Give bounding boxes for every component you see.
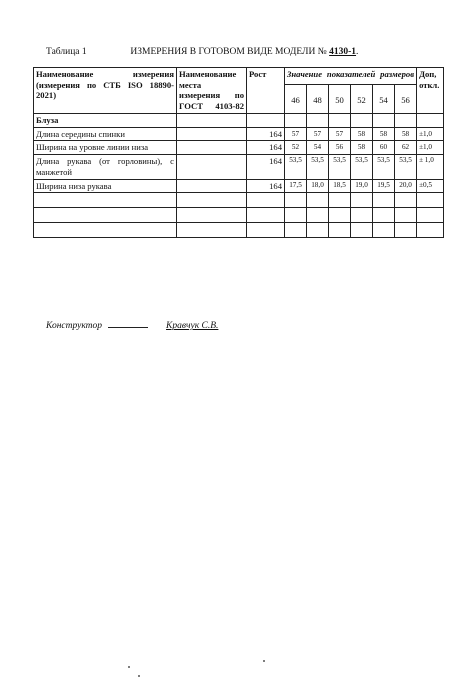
measure-name: Ширина низа рукава xyxy=(34,179,177,193)
table-row xyxy=(34,155,444,179)
measure-value: 57 xyxy=(285,127,307,141)
measure-value: 57 xyxy=(329,127,351,141)
table-title: ИЗМЕРЕНИЯ В ГОТОВОМ ВИДЕ МОДЕЛИ № xyxy=(130,47,327,57)
measure-name: Длина рукава (от горловины), с манжетой xyxy=(34,155,177,179)
measure-value: 60 xyxy=(373,141,395,155)
empty-row xyxy=(34,193,444,208)
designer-name: Кравчук С.В. xyxy=(166,321,219,331)
measure-value: 58 xyxy=(373,127,395,141)
measurements-table xyxy=(33,67,444,238)
header-height: Рост xyxy=(247,68,285,114)
signature-line xyxy=(108,327,148,328)
size-cell: 46 xyxy=(285,85,307,114)
designer-role: Конструктор xyxy=(46,321,103,331)
measure-value: 52 xyxy=(285,141,307,155)
measure-height: 164 xyxy=(247,155,285,179)
measure-height: 164 xyxy=(247,141,285,155)
empty-row xyxy=(34,208,444,223)
measure-place xyxy=(177,141,247,155)
measure-value: 20,0 xyxy=(395,179,417,193)
caption-suffix: . xyxy=(356,47,359,57)
measure-value: 19,0 xyxy=(351,179,373,193)
measure-value: 18,0 xyxy=(307,179,329,193)
header-place: Наименование места измерения по ГОСТ 4103-82 xyxy=(177,68,247,114)
table-row xyxy=(34,127,444,141)
measure-value: 53,5 xyxy=(285,155,307,179)
header-tolerance: Доп, откл. xyxy=(417,68,444,114)
measure-value: 58 xyxy=(351,141,373,155)
measure-tolerance: ±0,5 xyxy=(417,179,444,193)
measure-value: 62 xyxy=(395,141,417,155)
measure-tolerance: ± 1,0 xyxy=(417,155,444,179)
measure-tolerance: ±1,0 xyxy=(417,141,444,155)
measure-place xyxy=(177,155,247,179)
header-name: Наименование измерения (измерения по СТБ ISO 18890-2021) xyxy=(34,68,177,114)
measure-name: Длина середины спинки xyxy=(34,127,177,141)
measure-value: 58 xyxy=(351,127,373,141)
measure-value: 53,5 xyxy=(307,155,329,179)
size-cell: 56 xyxy=(395,85,417,114)
measure-place xyxy=(177,179,247,193)
scan-speck xyxy=(138,675,140,677)
measure-value: 53,5 xyxy=(373,155,395,179)
measure-value: 17,5 xyxy=(285,179,307,193)
measure-value: 19,5 xyxy=(373,179,395,193)
section-row xyxy=(34,113,444,127)
table-row xyxy=(34,141,444,155)
measure-value: 53,5 xyxy=(351,155,373,179)
measure-value: 18,5 xyxy=(329,179,351,193)
measure-height: 164 xyxy=(247,127,285,141)
table-label: Таблица 1 xyxy=(46,47,87,57)
measure-value: 56 xyxy=(329,141,351,155)
size-cell: 48 xyxy=(307,85,329,114)
measure-value: 57 xyxy=(307,127,329,141)
table-caption xyxy=(46,47,358,57)
size-cell: 50 xyxy=(329,85,351,114)
measure-tolerance: ±1,0 xyxy=(417,127,444,141)
header-sizes: Значение показателей размеров xyxy=(285,68,417,85)
size-cell: 52 xyxy=(351,85,373,114)
signature-block xyxy=(46,321,218,331)
measure-height: 164 xyxy=(247,179,285,193)
measure-value: 53,5 xyxy=(395,155,417,179)
model-number: 4130-1 xyxy=(329,47,357,57)
measure-value: 54 xyxy=(307,141,329,155)
measure-name: Ширина на уровне линии низа xyxy=(34,141,177,155)
measure-place xyxy=(177,127,247,141)
measure-value: 58 xyxy=(395,127,417,141)
empty-row xyxy=(34,223,444,238)
table-row xyxy=(34,179,444,193)
scan-speck xyxy=(128,666,130,668)
measure-value: 53,5 xyxy=(329,155,351,179)
size-cell: 54 xyxy=(373,85,395,114)
scan-speck xyxy=(263,660,265,662)
header-row xyxy=(34,68,444,85)
section-label: Блуза xyxy=(34,113,177,127)
